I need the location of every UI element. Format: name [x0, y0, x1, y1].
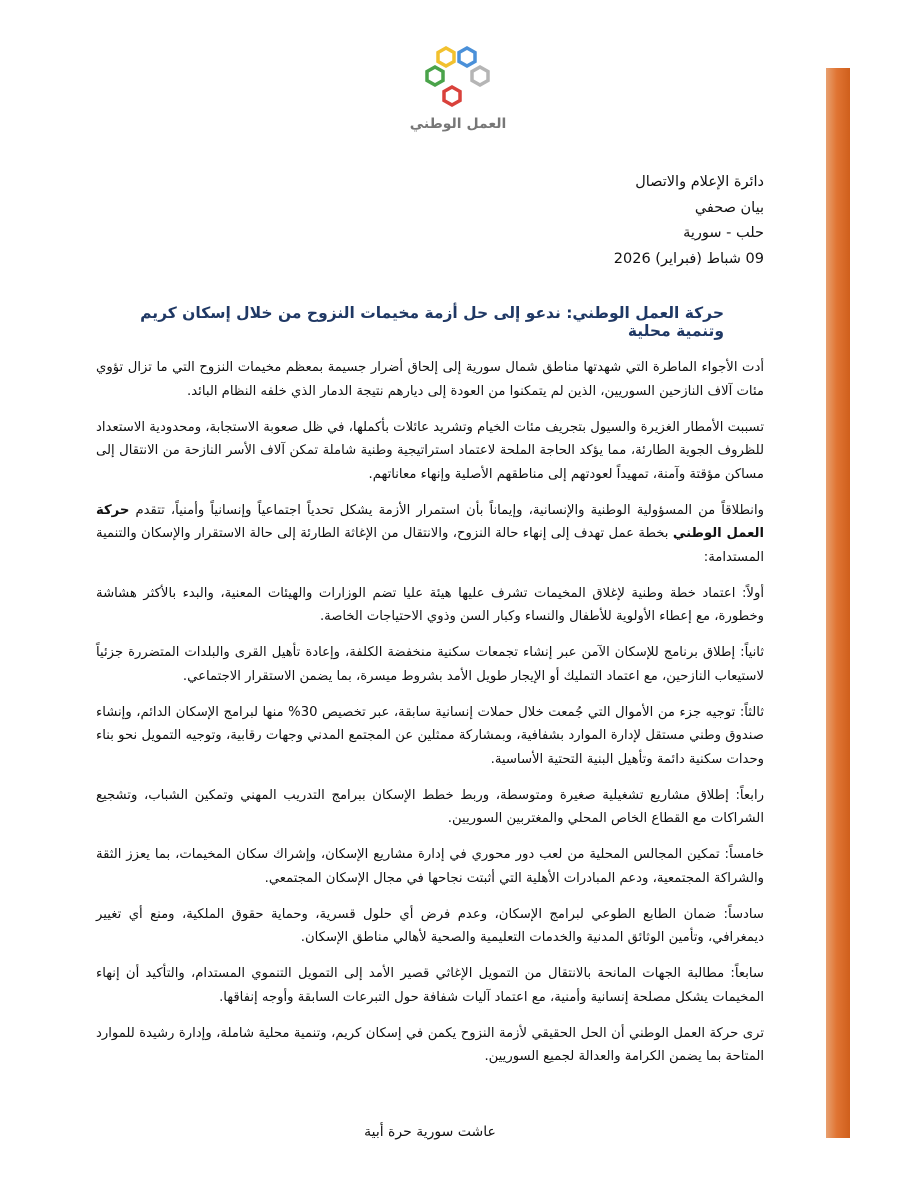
document-title: حركة العمل الوطني: ندعو إلى حل أزمة مخيمات النزوح من خلال إسكان كريم وتنمية محلية [140, 304, 724, 340]
paragraph-plan-intro [96, 499, 764, 570]
paragraph-point-4: رابعاً: إطلاق مشاريع تشغيلية صغيرة ومتوسطة، وربط خطط الإسكان ببرامج التدريب المهني وتمكين الشباب، وتشجيع الشراكات مع القطاع الخاص المحلي والمغتربين السوريين. [96, 787, 764, 826]
paragraph-point-3: ثالثاً: توجيه جزء من الأموال التي جُمعت خلال حملات إنسانية سابقة، عبر تخصيص 30% منها لبرامج الإسكان الدائم، وإنشاء صندوق وطني مستقل لإدارة الموارد بشفافية، وبمشاركة ممثلين عن المجتمع المدني وجهات رقابية، وتوجيه التمويل نحو بناء وحدات سكنية دائمة وتأهيل البنية التحتية الأساسية. [96, 704, 764, 767]
document-date: 09 شباط (فبراير) 2026 [613, 250, 764, 267]
document-header [96, 170, 764, 272]
paragraph-floods: تسببت الأمطار الغزيرة والسيول بتجريف مئات الخيام وتشريد عائلات بأكملها، في ظل صعوبة الاستجابة، ومحدودية الاستعداد للظروف الجوية الطارئة، مما يؤكد الحاجة الملحة لاعتماد استراتيجية وطنية شاملة تمكن آلاف الأسر النازحة من الانتقال إلى مساكن مؤقتة وآمنة، تمهيداً لعودتهم إلى مناطقهم الأصلية وإنهاء معاناتهم. [96, 419, 764, 482]
hexagon-red-icon [444, 87, 460, 105]
closing-slogan: عاشت سورية حرة أبية [364, 1124, 496, 1140]
hexagon-gray-icon [472, 67, 488, 85]
hexagon-green-icon [427, 67, 443, 85]
paragraph-point-5: خامساً: تمكين المجالس المحلية من لعب دور محوري في إدارة مشاريع الإسكان، وإشراك سكان المخيمات، بما يعزز الثقة والشراكة المجتمعية، ودعم المبادرات الأهلية التي أثبتت نجاحها في مجال الإسكان المجتمعي. [96, 847, 764, 886]
paragraph-conclusion: ترى حركة العمل الوطني أن الحل الحقيقي لأزمة النزوح يكمن في إسكان كريم، وتنمية محلية شاملة، وإدارة رشيدة للموارد المتاحة بما يضمن الكرامة والعدالة لجميع السوريين. [96, 1025, 764, 1064]
hexagon-yellow-icon [438, 48, 454, 66]
document-body [96, 356, 764, 1081]
hexagon-cluster-icon [404, 44, 512, 116]
national-action-logo [404, 44, 512, 150]
plan-intro-text-b: بخطة عمل تهدف إلى إنهاء حالة النزوح، والانتقال من الإغاثة الطارئة إلى حالة الاستقرار والإسكان والتنمية المستدامة: [96, 526, 764, 565]
paragraph-intro: أدت الأجواء الماطرة التي شهدتها مناطق شمال سورية إلى إلحاق أضرار جسيمة بمعظم مخيمات النزوح التي ما تزال تؤوي مئات آلاف النازحين السوريين، الذين لم يتمكنوا من العودة إلى ديارهم نتيجة الدمار الذي خلفه النظام البائد. [96, 360, 764, 399]
paragraph-point-7: سابعاً: مطالبة الجهات المانحة بالانتقال من التمويل الإغاثي قصير الأمد إلى التمويل التنموي المستدام، والتأكيد أن إنهاء المخيمات يشكل مصلحة إنسانية وأمنية، مع اعتماد آليات شفافة حول التبرعات السابقة وأوجه إنفاقها. [96, 966, 764, 1005]
hexagon-blue-icon [459, 48, 475, 66]
document-type: بيان صحفي [694, 199, 764, 216]
orange-side-bar [826, 68, 850, 1138]
movement-name: حركة العمل الوطني [96, 502, 764, 541]
paragraph-point-2: ثانياً: إطلاق برنامج للإسكان الآمن عبر إنشاء تجمعات سكنية منخفضة الكلفة، وإعادة تأهيل القرى والبلدات المتضررة جزئياً لاستيعاب النازحين، مع اعتماد التمليك أو الإيجار طويل الأمد بشروط ميسرة، بما يضمن الاستقرار الاجتماعي. [96, 645, 764, 684]
logo-text: العمل الوطني [409, 116, 507, 132]
department-name: دائرة الإعلام والاتصال [635, 174, 764, 190]
paragraph-point-6: سادساً: ضمان الطابع الطوعي لبرامج الإسكان، وعدم فرض أي حلول قسرية، وحماية حقوق الملكية، ومنع أي تغيير ديمغرافي، وتأمين الوثائق المدنية والخدمات التعليمية والصحية لأهالي مناطق الإسكان. [96, 906, 764, 945]
location: حلب - سورية [683, 225, 764, 241]
plan-intro-text-a: وانطلاقاً من المسؤولية الوطنية والإنسانية، وإيماناً بأن استمرار الأزمة يشكل تحدياً اجتماعياً وإنسانياً وأمنياً، تتقدم [129, 502, 764, 518]
paragraph-point-1: أولاً: اعتماد خطة وطنية لإغلاق المخيمات تشرف عليها هيئة عليا تضم الوزارات والهيئات المعنية، والبدء بالأكثر هشاشة وخطورة، مع إعطاء الأولوية للأطفال والنساء وكبار السن وذوي الاحتياجات الخاصة. [96, 585, 764, 624]
